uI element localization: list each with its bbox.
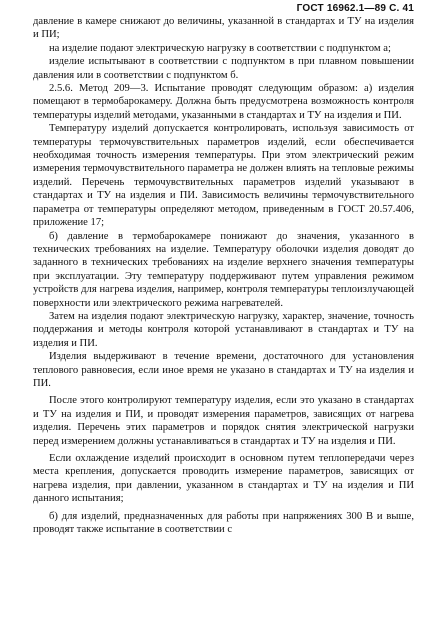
paragraph-temperature-control: Температуру изделий допускается контролировать, используя зависимость от температуры термочувствительных параметров изделий, если обеспечивается необходимая точность измерения температуры. При этом электрический режим измерения термочувствительного параметра не должен влиять на тепловые режимы изделий. Перечень термочувствительных параметров изделий указывают в стандартах и ТУ на изделия и ПИ. Зависимость величины термочувствительного параметра от температуры определяют методом, приведенным в ГОСТ 20.57.406, приложение 17; <box>33 123 414 229</box>
paragraph-high-voltage: б) для изделий, предназначенных для работы при напряжениях 300 В и выше, проводят также испытание в соответствии с <box>33 510 414 536</box>
paragraph-electric-load: Затем на изделия подают электрическую нагрузку, характер, значение, точность поддержания и методы контроля которой устанавливают в стандартах и ТУ на изделия и ПИ. <box>33 310 414 349</box>
paragraph-cooling: Если охлаждение изделий происходит в основном путем теплопередачи через места крепления, допускается проводить измерение параметров, зависящих от нагрева изделия, при давлении, указанном в стандартах и ТУ на изделия и ПИ данного испытания; <box>33 453 414 505</box>
paragraph-test-procedure: изделие испытывают в соответствии с подпунктом в при плавном повышении давления или в соответствии с подпунктом б. <box>33 56 414 81</box>
paragraph-pressure-reduce: давление в камере снижают до величины, указанной в стандартах и ТУ на изделия и ПИ; <box>33 16 414 41</box>
body-text <box>33 15 414 536</box>
paragraph-thermal-equilibrium: Изделия выдерживают в течение времени, достаточного для установления теплового равновесия, если иное время не указано в стандартах и ТУ на изделия и ПИ. <box>33 351 414 389</box>
paragraph-load-apply: на изделие подают электрическую нагрузку в соответствии с подпунктом а; <box>49 42 391 54</box>
paragraph-pressure-lower: б) давление в термобарокамере понижают до значения, указанного в технических требованиях на изделие. Температуру оболочки изделия доводят до заданного в технических требованиях на изделие верхнего значения температуры при эксплуатации. Эту температуру поддерживают путем управления режимом устройств для нагрева изделия, например, контроля температуры теплоизлучающей поверхности или электрического режима нагревателей. <box>33 230 414 309</box>
running-header: ГОСТ 16962.1—89 С. 41 <box>296 3 414 14</box>
paragraph-measurements: После этого контролируют температуру изделия, если это указано в стандартах и ТУ на изделия и ПИ, и проводят измерения параметров, зависящих от нагрева изделия. Перечень этих параметров и порядок снятия электрической нагрузки перед измерением должны устанавливаться в стандартах и ТУ на изделия и ПИ. <box>33 395 414 447</box>
paragraph-method-209-3: 2.5.6. Метод 209—3. Испытание проводят следующим образом: а) изделия помещают в термобарокамеру. Должна быть предусмотрена возможность контроля температуры изделий методами, указанными в стандартах и ТУ на изделия и ПИ. <box>33 83 414 121</box>
